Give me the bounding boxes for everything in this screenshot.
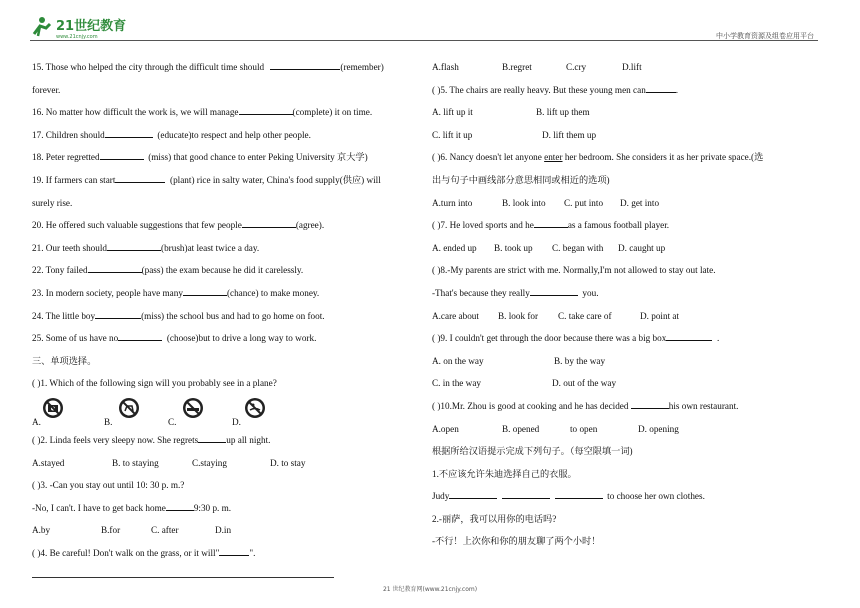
question-21: 21. Our teeth should (brush)at least twice a day. — [32, 242, 260, 253]
option-b[interactable]: B. lift up them — [536, 107, 590, 118]
mc-6: ( )6. Nancy doesn't let anyone enter her bedroom. She considers it as her private space.(选 — [432, 152, 764, 163]
question-19-cont: surely rise. — [32, 197, 73, 208]
mc-4-options — [432, 56, 827, 79]
option-a[interactable]: A.flash — [432, 62, 459, 72]
blank[interactable] — [88, 263, 142, 273]
mc-5: ( )5. The chairs are really heavy. But these young men can . — [432, 84, 679, 95]
translation-2-reply: -不行！上次你和你的朋友聊了两个小时！ — [432, 536, 601, 547]
blank[interactable] — [270, 60, 340, 70]
blank[interactable] — [118, 331, 162, 341]
option-c[interactable]: to open — [570, 423, 598, 434]
blank[interactable] — [183, 286, 227, 296]
option-a[interactable]: A. on the way — [432, 355, 484, 366]
header-divider — [30, 40, 818, 41]
option-d[interactable]: D. point at — [640, 310, 680, 321]
question-15-cont: forever. — [32, 84, 61, 95]
section-4-heading: 根据所给汉语提示完成下列句子。（每空限填一词) — [432, 446, 633, 457]
option-d[interactable]: D. get into — [620, 197, 660, 208]
blank[interactable] — [107, 241, 161, 251]
header-platform-text: 中小学教育资源及组卷应用平台 — [716, 32, 814, 40]
blank[interactable] — [95, 309, 141, 319]
mc-3: ( )3. -Can you stay out until 10: 30 p. m.? — [32, 480, 185, 491]
option-c[interactable]: C.staying — [192, 457, 227, 468]
section-3-heading: 三、单项选择。 — [32, 355, 97, 366]
blank[interactable] — [105, 128, 153, 138]
blank[interactable] — [100, 150, 144, 160]
blank[interactable] — [198, 433, 226, 443]
option-b[interactable]: B. look for — [498, 310, 539, 321]
mc-3-answer: -No, I can't. I have to get back home 9:30 p. m. — [32, 502, 232, 513]
blank[interactable] — [646, 83, 676, 93]
option-d[interactable]: D. to stay — [270, 457, 306, 468]
option-a[interactable]: A. ended up — [432, 242, 477, 253]
blank[interactable] — [666, 331, 712, 341]
option-b[interactable]: B. look into — [502, 197, 546, 208]
mc-6-options — [432, 192, 827, 215]
option-a[interactable]: A.open — [432, 423, 459, 434]
option-d[interactable]: D. opening — [638, 423, 679, 434]
question-22: 22. Tony failed (pass) the exam because he did it carelessly. — [32, 265, 304, 276]
translation-1: 1.不应该允许朱迪选择自己的衣服。 — [432, 468, 577, 479]
right-column — [432, 56, 827, 553]
mc-7: ( )7. He loved sports and he as a famous football player. — [432, 220, 670, 231]
blank[interactable] — [555, 489, 603, 499]
option-a[interactable]: A.by — [32, 525, 51, 536]
mc-10: ( )10.Mr. Zhou is good at cooking and he has decided his own restaurant. — [432, 400, 739, 411]
question-15: 15. Those who helped the city through the difficult time should (remember) — [32, 62, 384, 72]
option-c[interactable]: C. after — [151, 525, 179, 536]
mc-8: ( )8.-My parents are strict with me. Normally,I'm not allowed to stay out late. — [432, 265, 716, 276]
option-c[interactable]: C.cry — [566, 62, 587, 72]
mc-9-options-2 — [432, 372, 827, 395]
option-c[interactable]: C. take care of — [558, 310, 612, 321]
mc-4: ( )4. Be careful! Don't walk on the grass, or it will" ". — [32, 547, 256, 558]
question-20: 20. He offered such valuable suggestions that few people (agree). — [32, 220, 325, 231]
mc-5-options-2 — [432, 124, 827, 147]
question-24: 24. The little boy (miss) the school bus and had to go home on foot. — [32, 310, 325, 321]
blank[interactable] — [239, 105, 293, 115]
option-d[interactable]: D. caught up — [618, 242, 666, 253]
no-swimming-icon — [244, 397, 266, 419]
mc-5-options-1 — [432, 101, 827, 124]
option-c[interactable]: C. in the way — [432, 378, 481, 389]
option-c[interactable]: C. lift it up — [432, 129, 473, 140]
blank[interactable] — [502, 489, 550, 499]
option-a[interactable]: A. lift up it — [432, 107, 473, 118]
option-b[interactable]: B.for — [101, 525, 121, 536]
mc-3-options — [32, 519, 422, 542]
blank[interactable] — [631, 399, 669, 409]
question-23: 23. In modern society, people have many (chance) to make money. — [32, 287, 320, 298]
option-d[interactable]: D.in — [215, 525, 232, 536]
mc-9-options-1 — [432, 350, 827, 373]
translation-1-answer: Judy to choose her own clothes. — [432, 491, 705, 502]
mc-6-cont: 出与句子中画线部分意思相同或相近的选项) — [432, 174, 610, 185]
translation-2: 2.-丽萨，我可以用你的电话吗? — [432, 513, 557, 524]
site-logo — [30, 14, 140, 40]
logo-sub: www.21cnjy.com — [56, 34, 98, 40]
option-d[interactable]: D. lift them up — [542, 129, 597, 140]
question-18: 18. Peter regretted (miss) that good chance to enter Peking University 京大学) — [32, 152, 368, 163]
logo-text: 21世纪教育 — [56, 19, 127, 34]
option-a[interactable]: A.turn into — [432, 197, 473, 208]
question-16: 16. No matter how difficult the work is, we will manage (complete) it on time. — [32, 107, 373, 118]
blank[interactable] — [242, 218, 296, 228]
mc-2-options — [32, 452, 422, 475]
option-b[interactable]: B. opened — [502, 423, 540, 434]
mc-8-options — [432, 305, 827, 328]
mc-7-options — [432, 237, 827, 260]
mc-1: ( )1. Which of the following sign will you probably see in a plane? — [32, 378, 277, 389]
no-smoking-icon — [182, 397, 204, 419]
option-c[interactable]: C. began with — [552, 242, 604, 253]
footer-divider — [32, 577, 334, 578]
option-b[interactable]: B. took up — [494, 242, 533, 253]
option-c[interactable]: C. put into — [564, 197, 604, 208]
blank[interactable] — [166, 501, 194, 511]
option-d[interactable]: D. out of the way — [552, 378, 617, 389]
blank[interactable] — [530, 286, 578, 296]
mc-2: ( )2. Linda feels very sleepy now. She regrets up all night. — [32, 434, 271, 445]
left-column — [32, 56, 422, 564]
option-d[interactable]: D.lift — [622, 62, 642, 72]
mc-8-answer: -That's because they really you. — [432, 287, 599, 298]
mc-1-sign-options: A. B. C. D. — [32, 395, 422, 429]
question-25: 25. Some of us have no (choose)but to drive a long way to work. — [32, 333, 317, 344]
blank[interactable] — [534, 218, 568, 228]
option-b[interactable]: B.regret — [502, 62, 532, 72]
mc-10-options — [432, 418, 827, 441]
footer-text: 21 世纪教育网(www.21cnjy.com) — [382, 586, 478, 593]
mc-9: ( )9. I couldn't get through the door because there was a big box . — [432, 333, 720, 344]
question-17: 17. Children should (educate)to respect and help other people. — [32, 129, 311, 140]
question-19: 19. If farmers can start (plant) rice in salty water, China's food supply(供应) will — [32, 174, 381, 185]
no-camera-icon — [42, 397, 64, 419]
option-b[interactable]: B. to staying — [112, 457, 159, 468]
blank[interactable] — [219, 546, 249, 556]
blank[interactable] — [449, 489, 497, 499]
no-dogs-icon — [118, 397, 140, 419]
option-a[interactable]: A.care about — [432, 310, 479, 321]
option-a[interactable]: A.stayed — [32, 457, 65, 468]
option-b[interactable]: B. by the way — [554, 355, 606, 366]
logo-runner-icon — [30, 14, 140, 40]
blank[interactable] — [115, 173, 165, 183]
